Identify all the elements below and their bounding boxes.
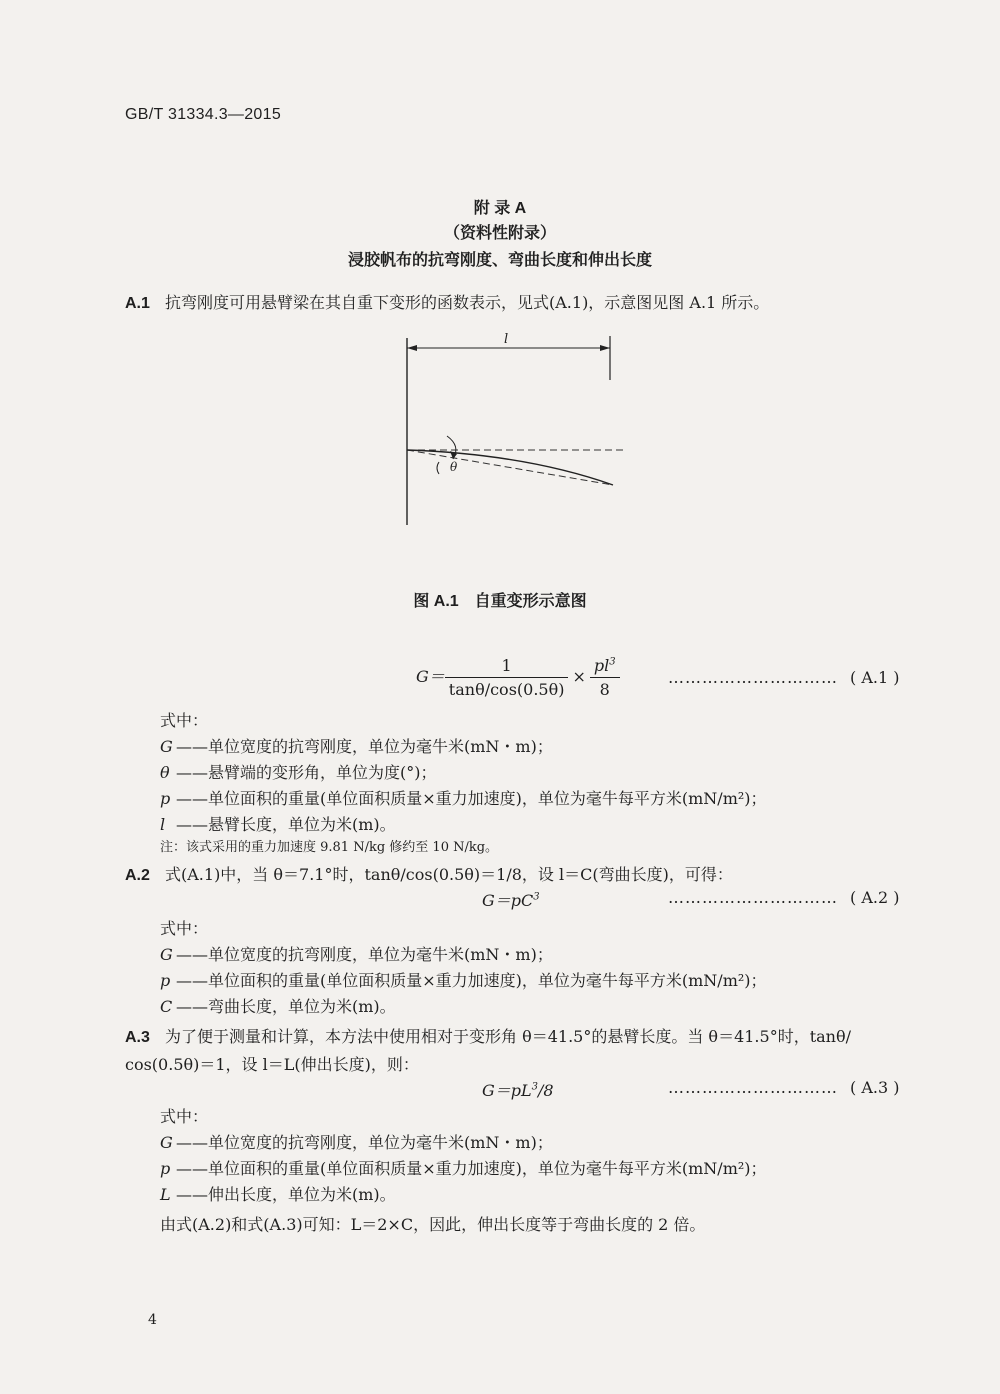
appendix-subtitle: 浸胶帆布的抗弯刚度、弯曲长度和伸出长度 <box>347 252 652 269</box>
eq-a1-num1: 1 <box>501 656 512 675</box>
eq-a1-num2 <box>590 656 620 677</box>
definition-text: ——弯曲长度，单位为米(m)。 <box>176 997 396 1016</box>
eq-a3-dots: ………………………… <box>668 1078 838 1097</box>
eq-a1-number: ( A.1 ) <box>850 668 900 687</box>
eq-a3-sup: 3 <box>531 1081 539 1093</box>
where-label-a1: 式中： <box>160 711 209 730</box>
definition-symbol: G <box>160 737 173 756</box>
definition-symbol: l <box>160 815 166 834</box>
eq-a1-times: × <box>572 667 586 686</box>
definition-symbol: G <box>160 1133 173 1152</box>
definition-row <box>160 1130 553 1153</box>
figure-caption: 图 A.1 自重变形示意图 <box>413 593 587 610</box>
figure-note: 注：该式采用的重力加速度 9.81 N/kg 修约至 10 N/kg。 <box>160 840 499 855</box>
section-a1-label: A.1 <box>125 295 150 312</box>
appendix-title: 附 录 A <box>473 200 527 217</box>
eq-a1-num2-base: pl <box>593 656 610 675</box>
definition-text: ——单位面积的重量(单位面积质量×重力加速度)，单位为毫牛每平方米(mN/m²)； <box>176 971 767 990</box>
section-a2-text: 式(A.1)中，当 θ＝7.1°时，tanθ/cos(0.5θ)＝1/8，设 l＝C(弯曲长度)，可得： <box>165 865 733 884</box>
conclusion: 由式(A.2)和式(A.3)可知：L＝2×C，因此，伸出长度等于弯曲长度的 2 倍。 <box>160 1215 706 1234</box>
definition-text: ——单位面积的重量(单位面积质量×重力加速度)，单位为毫牛每平方米(mN/m²)； <box>176 789 767 808</box>
eq-a2-number: ( A.2 ) <box>850 888 900 907</box>
angle-label: θ <box>450 460 458 474</box>
definition-symbol: C <box>160 997 173 1016</box>
eq-a2-text: G＝pC <box>482 891 534 910</box>
section-a3-text-line1: 为了便于测量和计算，本方法中使用相对于变形角 θ＝41.5°的悬臂长度。当 θ＝41.5°时，tanθ/ <box>165 1027 851 1046</box>
eq-a1-lhs: G＝ <box>416 667 445 686</box>
section-a2 <box>125 862 733 885</box>
definition-row <box>160 786 767 809</box>
equation-a1 <box>416 656 620 699</box>
eq-a1-frac1 <box>445 656 569 699</box>
definition-row <box>160 994 396 1017</box>
section-a3-text-line2: cos(0.5θ)＝1，设 l＝L(伸出长度)，则： <box>125 1055 419 1074</box>
definition-row <box>160 1156 767 1179</box>
eq-a1-den1: tanθ/cos(0.5θ) <box>445 677 569 699</box>
eq-a3-text: G＝pL <box>482 1081 532 1100</box>
definition-text: ——悬臂长度，单位为米(m)。 <box>176 815 396 834</box>
eq-a1-dots: ………………………… <box>668 668 838 687</box>
cantilever-figure <box>395 330 655 530</box>
eq-a2-sup: 3 <box>533 891 540 903</box>
equation-a3 <box>482 1078 554 1101</box>
definition-symbol: G <box>160 945 173 964</box>
section-a3-label: A.3 <box>125 1029 150 1046</box>
definition-text: ——单位面积的重量(单位面积质量×重力加速度)，单位为毫牛每平方米(mN/m²)； <box>176 1159 767 1178</box>
definition-symbol: p <box>160 1159 171 1178</box>
definition-symbol: p <box>160 971 171 990</box>
definition-symbol: p <box>160 789 171 808</box>
eq-a1-num2-sup: 3 <box>609 656 616 668</box>
definition-text: ——悬臂端的变形角，单位为度(°)； <box>176 763 437 782</box>
section-a3 <box>125 1024 851 1047</box>
definition-row <box>160 812 396 835</box>
eq-a1-frac2 <box>590 656 620 699</box>
equation-a2 <box>482 888 540 911</box>
definition-row <box>160 1182 396 1205</box>
definition-row <box>160 734 553 757</box>
eq-a3-tail: /8 <box>538 1081 554 1100</box>
page-number: 4 <box>148 1312 157 1328</box>
eq-a3-number: ( A.3 ) <box>850 1078 900 1097</box>
definition-text: ——单位宽度的抗弯刚度，单位为毫牛米(mN・m)； <box>176 737 553 756</box>
section-a1-text: 抗弯刚度可用悬臂梁在其自重下变形的函数表示，见式(A.1)，示意图见图 A.1 所示。 <box>165 293 770 312</box>
definition-row <box>160 968 767 991</box>
definition-symbol: L <box>160 1185 171 1204</box>
length-label: l <box>504 332 509 347</box>
definition-row <box>160 942 553 965</box>
section-a1 <box>125 290 769 313</box>
definition-text: ——伸出长度，单位为米(m)。 <box>176 1185 396 1204</box>
definition-row <box>160 760 437 783</box>
definition-symbol: θ <box>160 763 170 782</box>
standard-number: GB/T 31334.3—2015 <box>125 106 282 123</box>
section-a2-label: A.2 <box>125 867 150 884</box>
appendix-type: （资料性附录） <box>443 225 556 242</box>
eq-a2-dots: ………………………… <box>668 888 838 907</box>
where-label-a3: 式中： <box>160 1107 209 1126</box>
definition-text: ——单位宽度的抗弯刚度，单位为毫牛米(mN・m)； <box>176 1133 553 1152</box>
eq-a1-den2: 8 <box>590 677 620 699</box>
where-label-a2: 式中： <box>160 919 209 938</box>
definition-text: ——单位宽度的抗弯刚度，单位为毫牛米(mN・m)； <box>176 945 553 964</box>
